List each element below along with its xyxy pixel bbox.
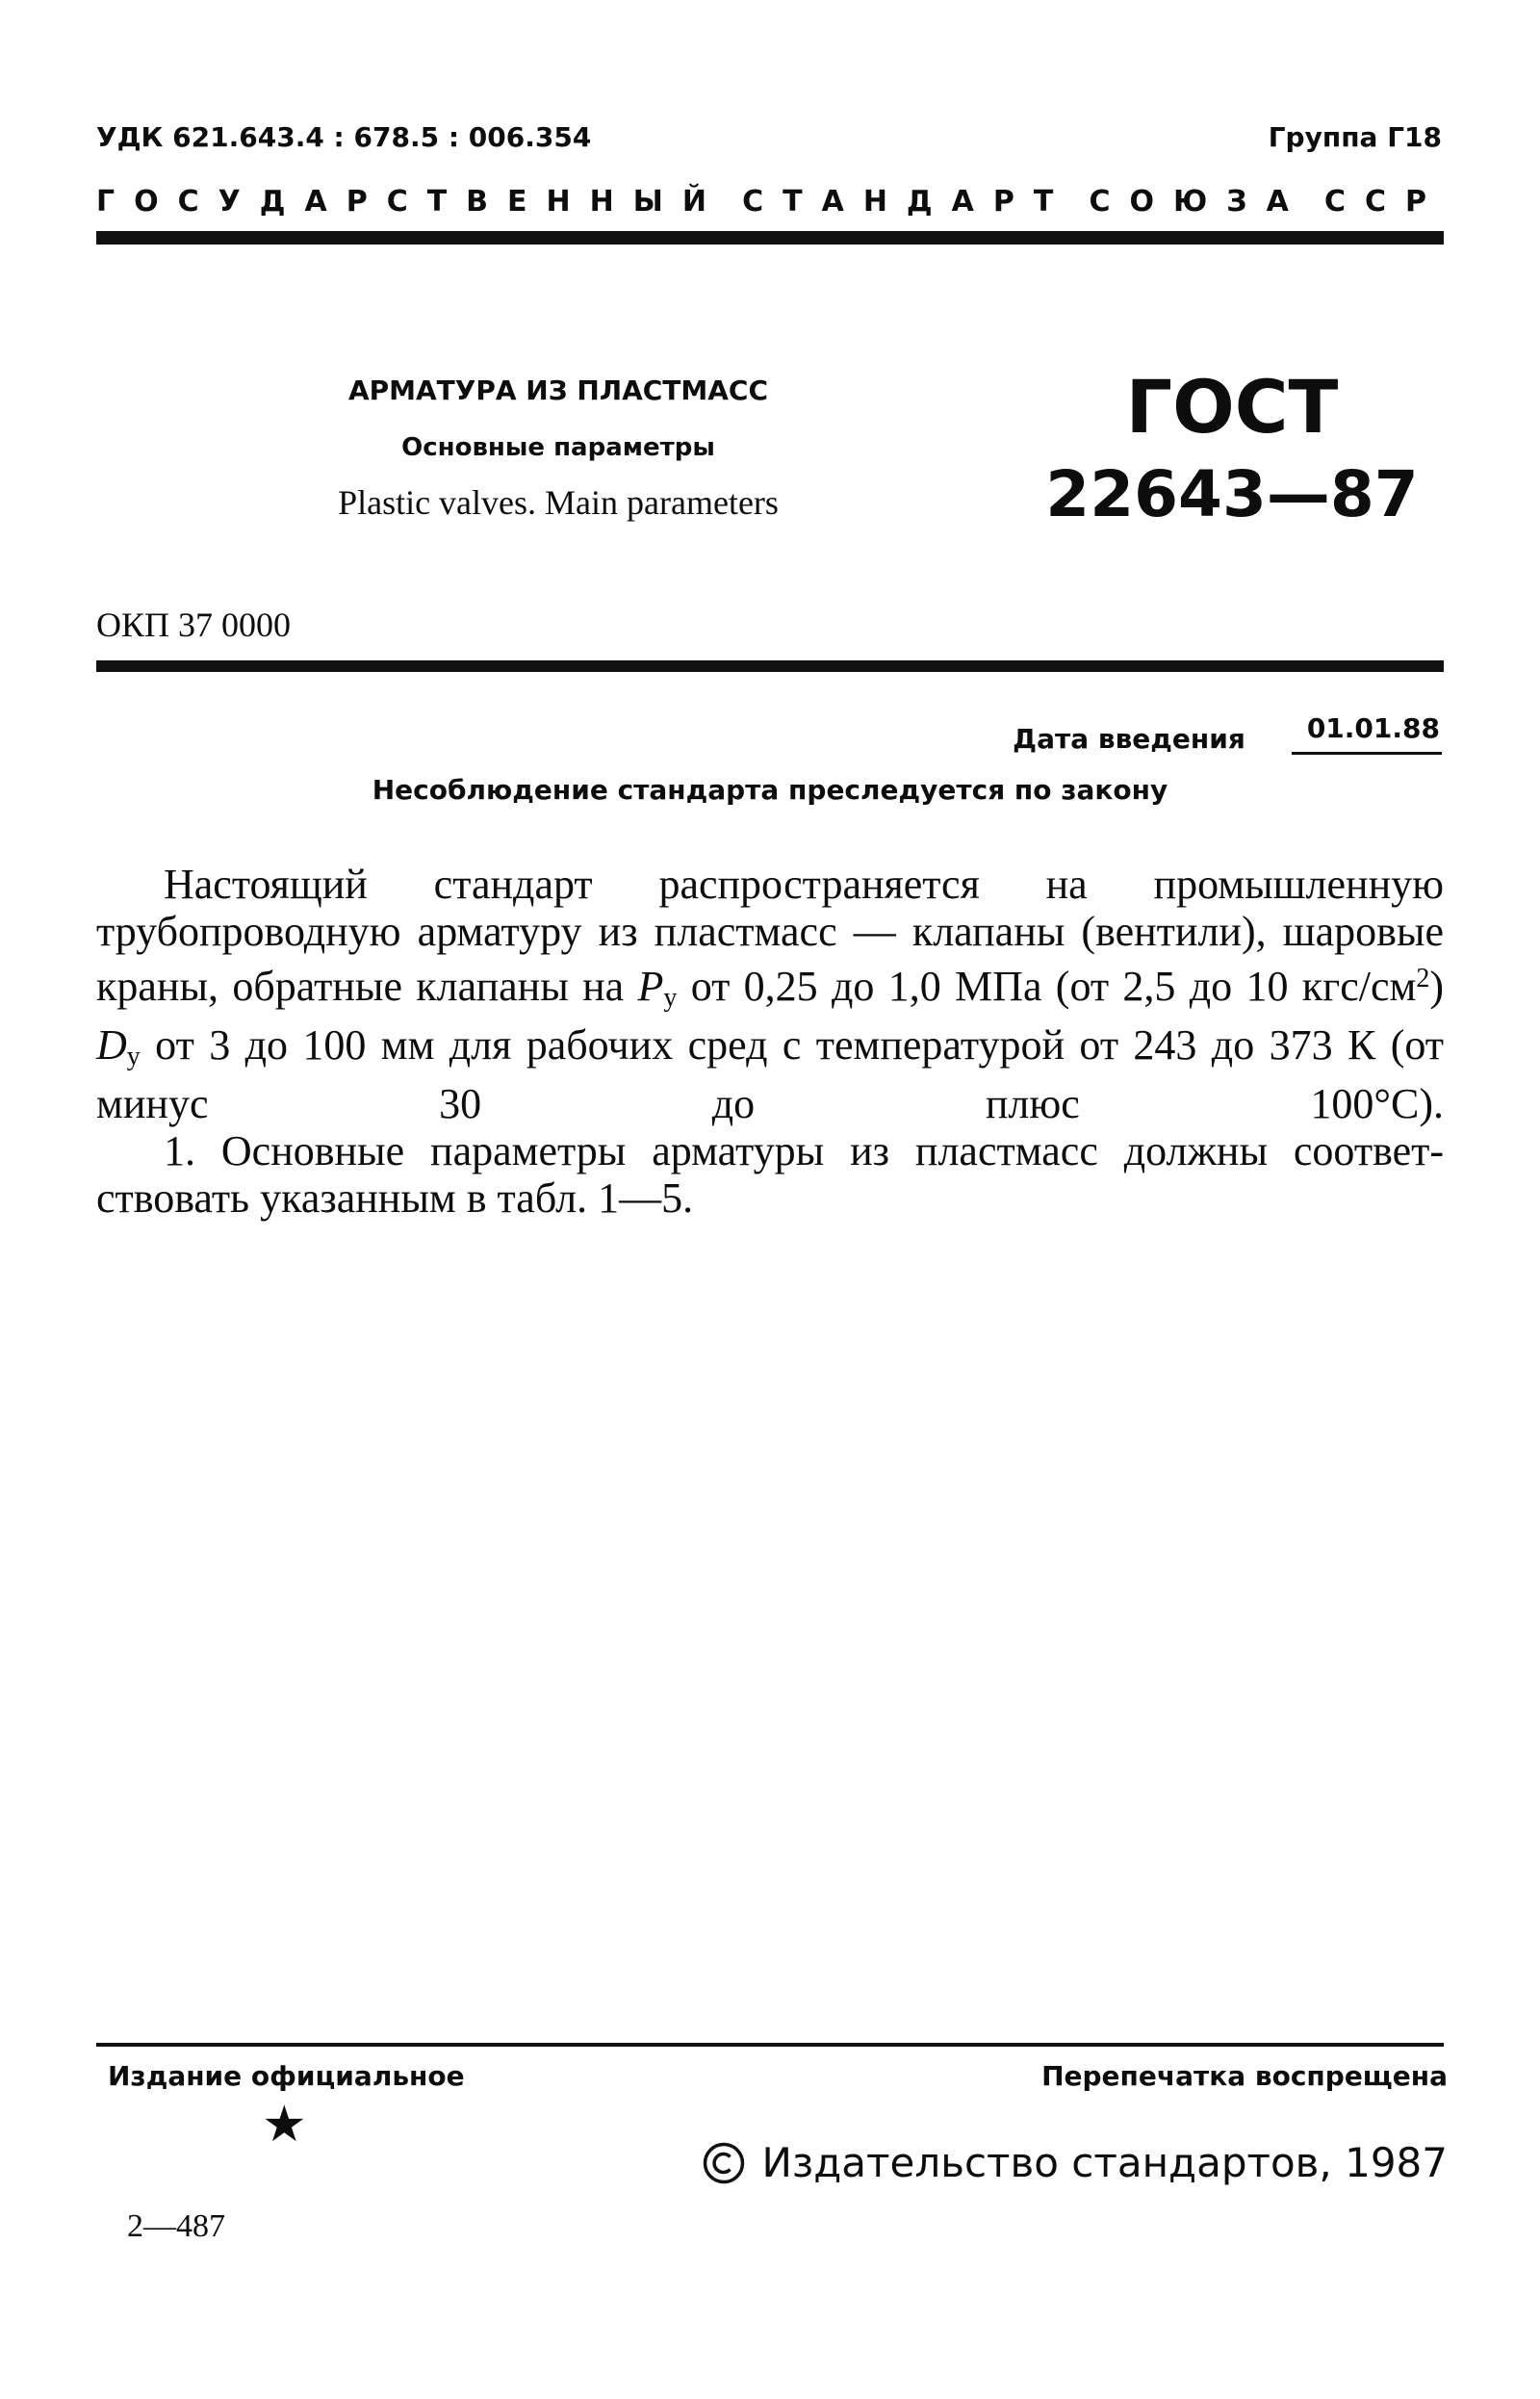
text-run: от 3 до 100 мм для рабочих сред с температурой от 243 до 373 К (от минус 30 до плюс 100°С). bbox=[96, 1021, 1444, 1127]
banner-word: СОЮЗА bbox=[1089, 185, 1308, 219]
group-code: Группа Г18 bbox=[1268, 121, 1442, 153]
subtitle-ru: Основные параметры bbox=[401, 433, 715, 462]
text-run: Настоящий стандарт распространяется на промышленную трубопроводную арматуру из пластмасс — клапаны (вентили), шаровые краны, обратные клапаны на bbox=[96, 861, 1444, 1010]
intro-date-label: Дата введения bbox=[1013, 723, 1245, 755]
subscript: y bbox=[126, 1042, 141, 1071]
intro-date bbox=[1013, 712, 1442, 755]
paragraph-scope bbox=[96, 861, 1444, 1127]
gost-name: ГОСТ bbox=[1125, 364, 1339, 450]
okp-code: ОКП 37 0000 bbox=[96, 606, 292, 644]
diameter-symbol: D bbox=[96, 1021, 127, 1069]
header-rule bbox=[96, 231, 1444, 245]
gost-block bbox=[1020, 364, 1444, 531]
text-run: ) bbox=[1429, 963, 1444, 1010]
publisher-name: Издательство стандартов, 1987 bbox=[761, 2139, 1448, 2186]
banner-word: ГОСУДАРСТВЕННЫЙ bbox=[96, 185, 726, 219]
title-rule bbox=[96, 660, 1444, 672]
publisher-line bbox=[703, 2139, 1448, 2186]
body-text bbox=[96, 861, 1444, 1222]
title-en: Plastic valves. Main parameters bbox=[338, 483, 779, 522]
banner-word: ССР bbox=[1323, 185, 1446, 219]
legal-notice: Несоблюдение стандарта преследуется по закону bbox=[372, 774, 1168, 806]
subscript: y bbox=[663, 983, 678, 1013]
state-standard-banner bbox=[96, 185, 1446, 219]
copyright-icon bbox=[703, 2142, 745, 2184]
official-edition: Издание официальное bbox=[108, 2060, 465, 2092]
pressure-symbol: P bbox=[637, 963, 664, 1010]
intro-date-value: 01.01.88 bbox=[1292, 712, 1442, 755]
footer-rule bbox=[96, 2043, 1444, 2047]
title-block bbox=[231, 374, 886, 522]
udk-code: УДК 621.643.4 : 678.5 : 006.354 bbox=[96, 121, 592, 153]
gost-number: 22643—87 bbox=[1045, 457, 1419, 531]
reprint-notice: Перепечатка воспрещена bbox=[1041, 2060, 1448, 2092]
text-run: ствовать указанным в табл. 1—5. bbox=[96, 1174, 694, 1222]
print-code: 2—487 bbox=[127, 2208, 225, 2244]
superscript: 2 bbox=[1416, 964, 1430, 993]
title-ru: АРМАТУРА ИЗ ПЛАСТМАСС bbox=[347, 374, 769, 406]
text-run: от 0,25 до 1,0 МПа (от 2,5 до 10 кгс/см bbox=[677, 963, 1417, 1010]
paragraph-clause-1-end bbox=[96, 1174, 1444, 1222]
text-run: 1. Основные параметры арматуры из пластмасс должны соответ- bbox=[164, 1127, 1444, 1174]
star-icon: ★ bbox=[262, 2096, 307, 2154]
paragraph-clause-1 bbox=[96, 1127, 1444, 1174]
banner-word: СТАНДАРТ bbox=[742, 185, 1073, 219]
